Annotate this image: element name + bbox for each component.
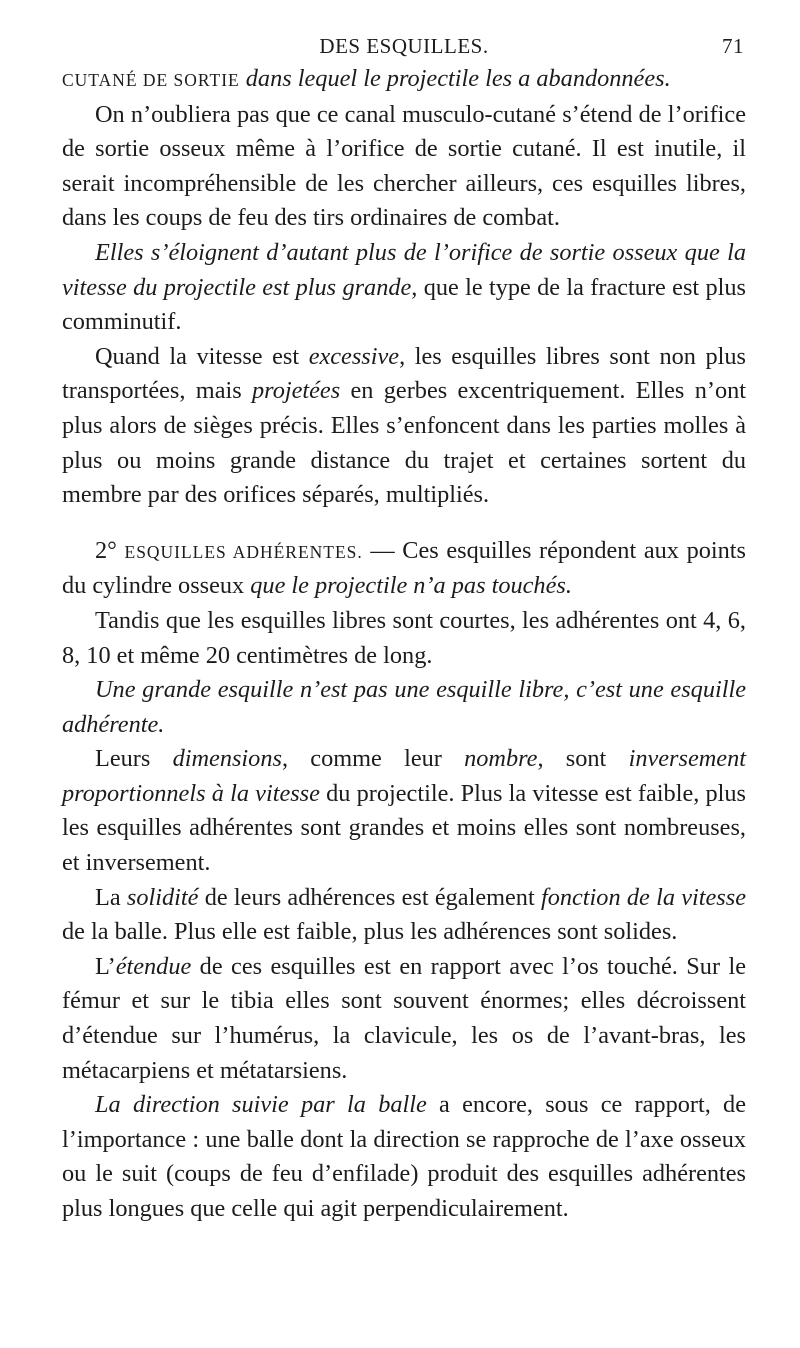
paragraph bbox=[62, 534, 746, 604]
text-run: , les esquilles libres sont non plus transportées, mais bbox=[62, 342, 746, 405]
paragraph bbox=[62, 62, 746, 98]
text-run: , comme leur bbox=[281, 745, 465, 773]
text-run: — Ces esquilles répondent aux points du cylindre osseux bbox=[62, 536, 746, 600]
paragraph bbox=[62, 1088, 746, 1226]
paragraph bbox=[62, 98, 746, 236]
italic-text: dimensions bbox=[172, 745, 282, 773]
italic-text: étendue bbox=[115, 952, 192, 980]
text-run: Tandis que les esquilles libres sont courtes, les adhérentes ont 4, 6, 8, 10 et même 20 centimètres de long. bbox=[62, 606, 746, 669]
text-run: du projectile. Plus la vitesse est faible, plus les esquilles adhérentes sont grandes et moins elles sont nombreuses, et inversement. bbox=[62, 779, 746, 877]
running-head bbox=[62, 20, 746, 62]
text-run: de leurs adhérences est également bbox=[198, 883, 541, 911]
paragraph bbox=[62, 742, 746, 880]
text-run: Quand la vitesse est bbox=[95, 342, 309, 370]
body-text bbox=[62, 62, 746, 1227]
paragraph bbox=[62, 881, 746, 950]
text-run: de ces esquilles est en rapport avec l’os touché. Sur le fémur et sur le tibia elles sont souvent énormes; elles décroissent d’étendue sur l’humérus, la clavicule, les os de l’avant-bras, les métacarpiens et métatarsiens. bbox=[62, 952, 746, 1084]
text-run: L’ bbox=[95, 952, 116, 980]
italic-text: inversement proportionnels à la vitesse bbox=[62, 745, 746, 807]
text-run: en gerbes excentriquement. Elles n’ont plus alors de sièges précis. Elles s’enfoncent dans les parties molles à plus ou moins grande distance du trajet et certaines sortent du membre par des orifices séparés, multipliés. bbox=[62, 377, 746, 509]
page-number: 71 bbox=[722, 34, 744, 58]
italic-text: Elles s’éloignent d’autant plus de l’orifice de sortie osseux que la vitesse du projectile est plus grande, bbox=[62, 238, 746, 301]
text-run: On n’oubliera pas que ce canal musculo-cutané s’étend de l’orifice de sortie osseux même à l’orifice de sortie cutané. Il est inutile, il serait incompréhensible de les chercher ailleurs, ces esquilles libres, dans les coups de feu des tirs ordinaires de combat. bbox=[62, 100, 746, 232]
italic-text: La direction suivie par la balle bbox=[95, 1091, 427, 1119]
italic-text: Une grande esquille n’est pas une esquille libre, c’est une esquille adhérente. bbox=[62, 676, 746, 738]
text-run: Leurs bbox=[95, 745, 173, 773]
running-title: DES ESQUILLES. bbox=[319, 34, 489, 58]
paragraph bbox=[62, 604, 746, 673]
italic-text: que le projectile n’a pas touchés. bbox=[250, 572, 572, 600]
small-caps-text: CUTANÉ DE SORTIE bbox=[62, 70, 240, 90]
italic-text: fonction de la vitesse bbox=[540, 883, 747, 911]
book-page bbox=[62, 20, 746, 1227]
paragraph bbox=[62, 673, 746, 742]
paragraph bbox=[62, 950, 746, 1088]
italic-text: nombre bbox=[464, 745, 538, 773]
paragraph bbox=[62, 236, 746, 340]
italic-text: solidité bbox=[126, 883, 199, 911]
italic-text: projetées bbox=[252, 377, 341, 405]
small-caps-text: ESQUILLES ADHÉRENTES. bbox=[124, 541, 363, 562]
text-run: de la balle. Plus elle est faible, plus les adhérences sont solides. bbox=[62, 918, 678, 946]
text-run: que le type de la fracture est plus comminutif. bbox=[62, 273, 746, 336]
italic-text: excessive bbox=[308, 342, 400, 370]
italic-text: dans lequel le projectile les a abandonnées. bbox=[245, 65, 671, 92]
text-run: , sont bbox=[537, 745, 629, 773]
text-run: a encore, sous ce rapport, de l’importance : une balle dont la direction se rapproche de l’axe osseux ou le suit (coups de feu d’enfilade) produit des esquilles adhérentes plus longues que celle qui agit perpendiculairement. bbox=[62, 1091, 746, 1222]
paragraph bbox=[62, 340, 746, 513]
text-run: La bbox=[95, 883, 127, 911]
text-run: 2° bbox=[95, 536, 125, 564]
